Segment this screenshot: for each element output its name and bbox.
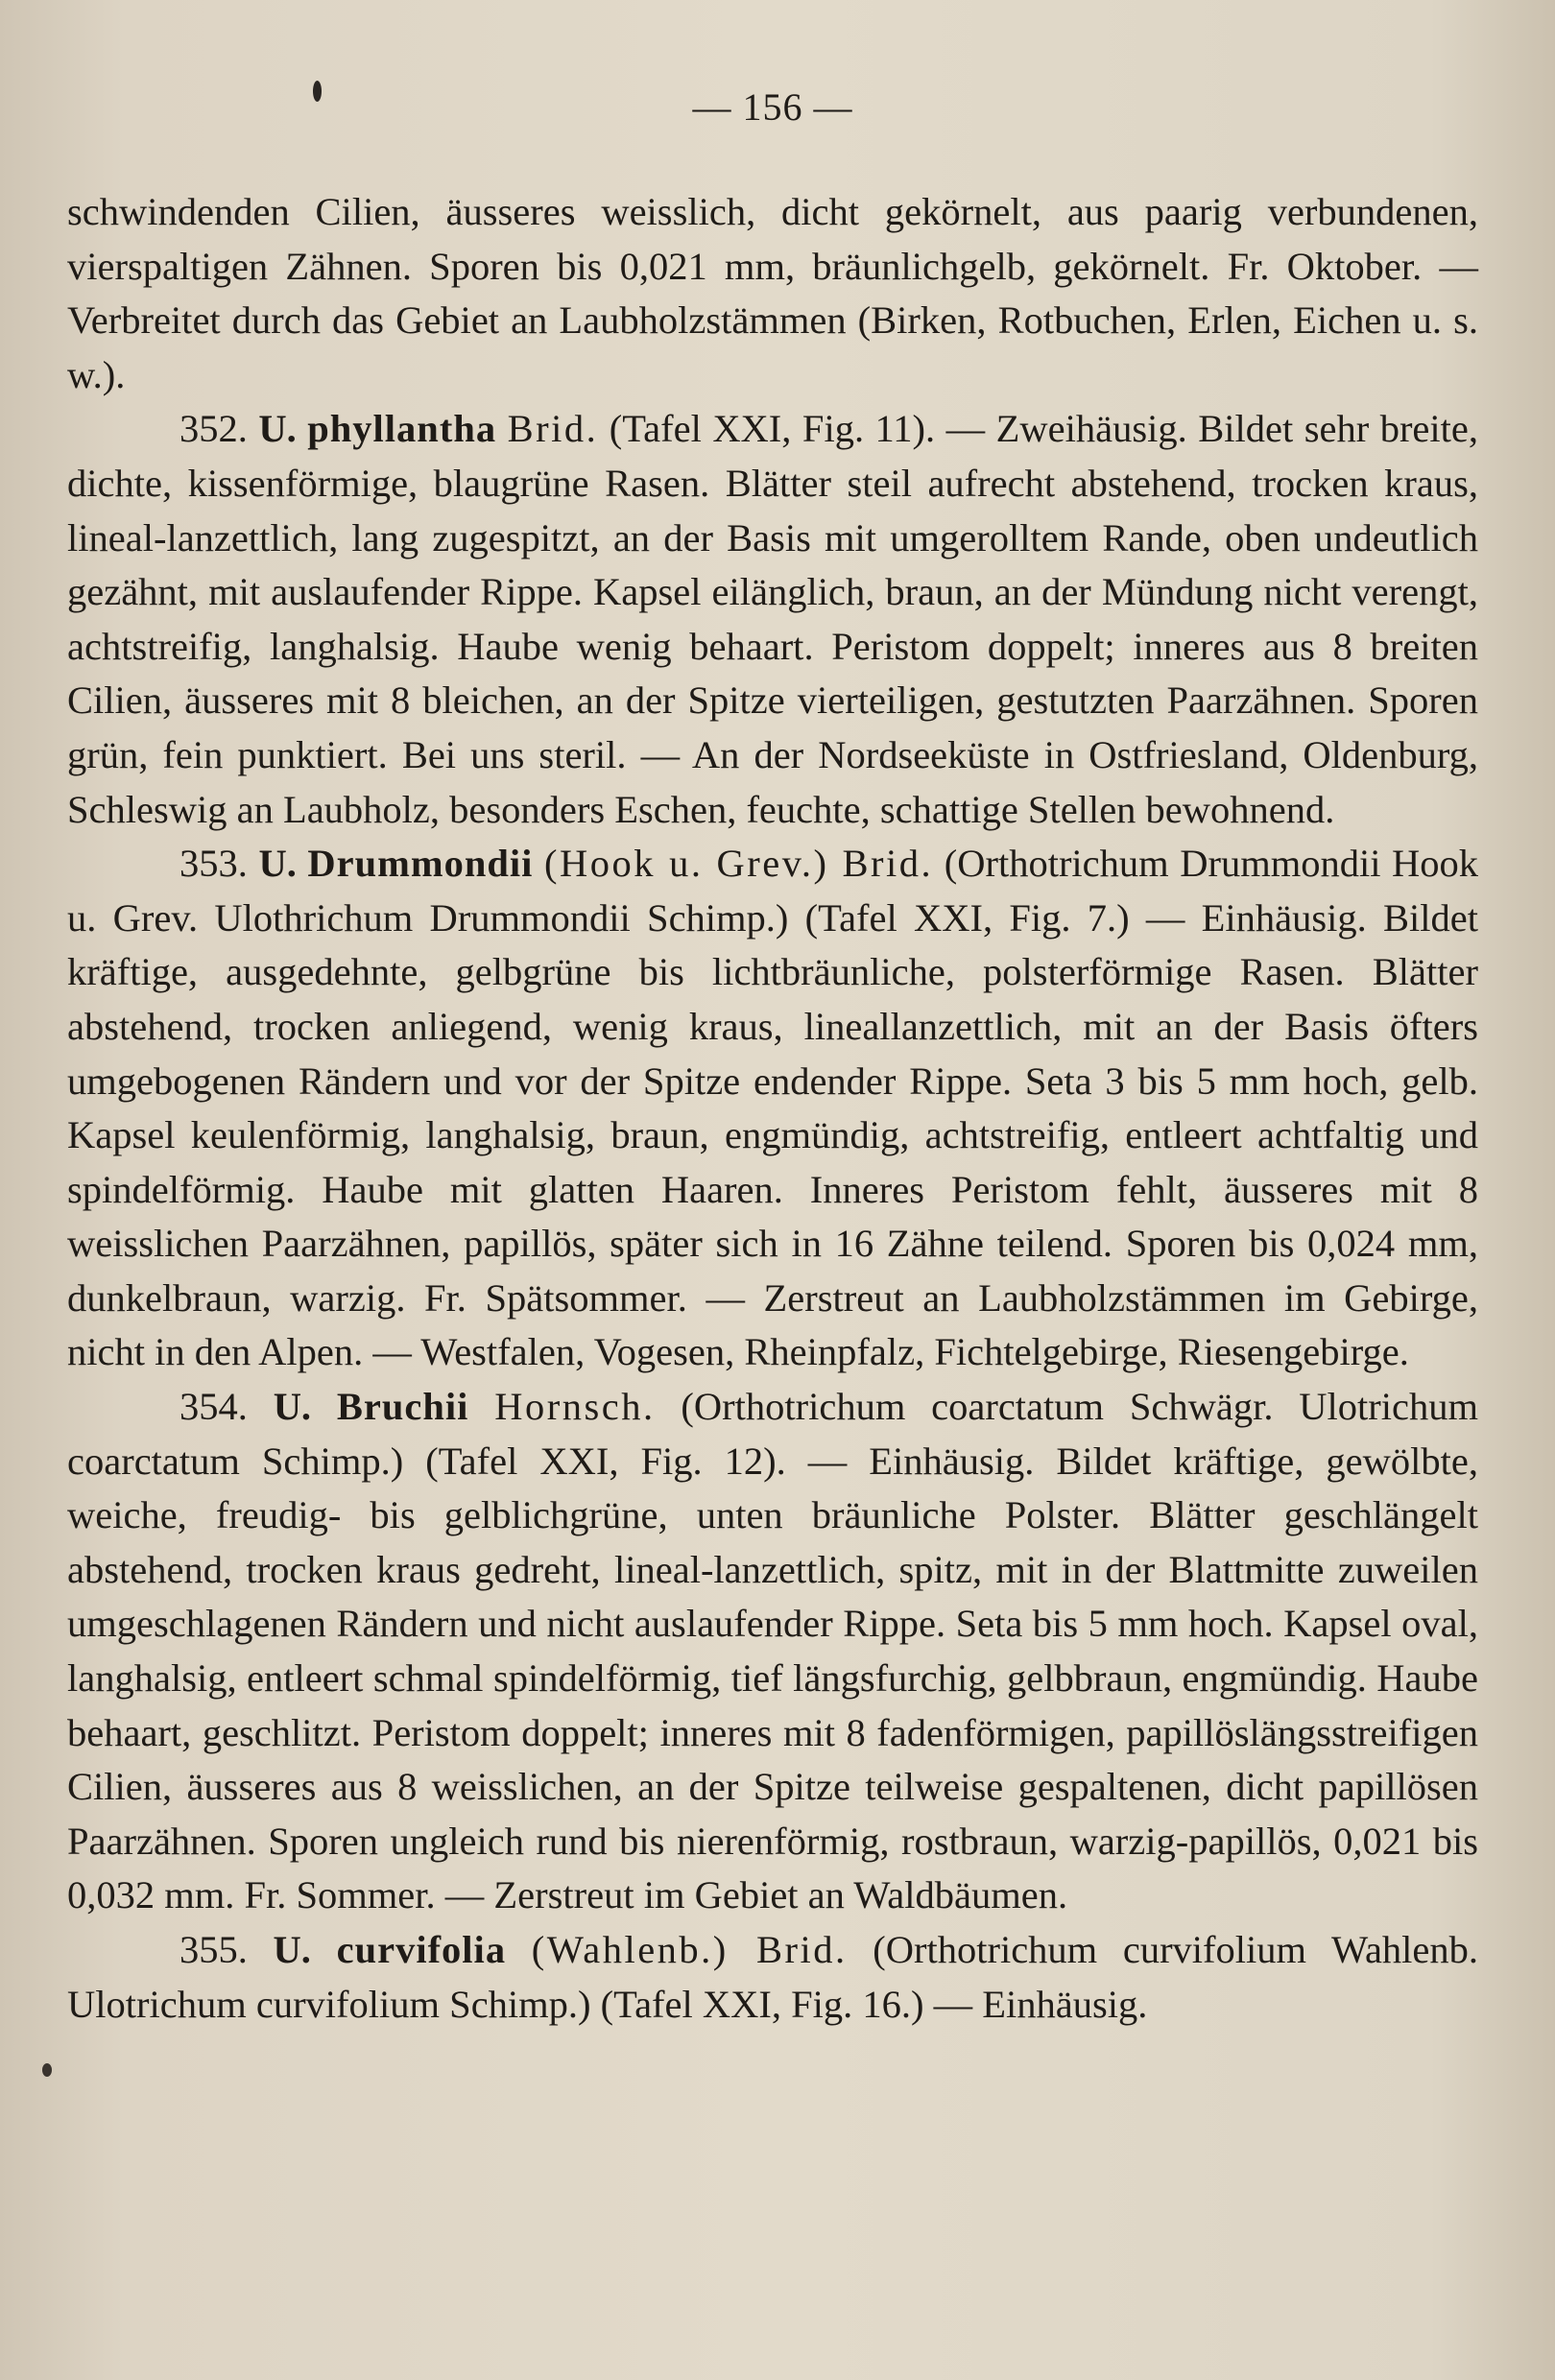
species-entry-352 xyxy=(67,402,1478,837)
species-name: Bruchii xyxy=(336,1385,469,1429)
entry-number: 352. xyxy=(179,407,248,451)
entry-number: 355. xyxy=(179,1928,248,1971)
author-name: (Hook u. Grev.) Brid. xyxy=(544,842,934,886)
species-name: Drummondii xyxy=(307,842,534,886)
author-name: Hornsch. xyxy=(494,1385,656,1429)
entry-number: 353. xyxy=(179,842,248,886)
entry-number: 354. xyxy=(179,1385,248,1429)
genus-abbrev: U. xyxy=(258,407,297,451)
entry-description: (Orthotrichum coarctatum Schwägr. Ulotrichum coarctatum Schimp.) (Tafel XXI, Fig. 12). — Einhäusig. Bildet kräftige, gewölbte, weiche, freudig- bis gelblichgrüne, unten bräunliche Polster. Blätter geschlängelt abstehend, trocken kraus gedreht, lineal-lanzettlich, spitz, mit in der Blattmitte zuweilen umgeschlagenen Rändern und nicht auslaufender Rippe. Seta bis 5 mm hoch. Kapsel oval, langhalsig, entleert schmal spindelförmig, tief längsfurchig, gelbbraun, engmündig. Haube behaart, geschlitzt. Peristom doppelt; inneres mit 8 fadenförmigen, papillöslängsstreifigen Cilien, äusseres aus 8 weisslichen, an der Spitze teilweise gespaltenen, dicht papillösen Paarzähnen. Sporen ungleich rund bis nierenförmig, rostbraun, warzig-papillös, 0,021 bis 0,032 mm. Fr. Sommer. — Zerstreut im Gebiet an Waldbäumen. xyxy=(67,1385,1478,1917)
entry-description: (Orthotrichum curvifolium Wahlenb. Ulotrichum curvifolium Schimp.) (Tafel XXI, Fig. 16.) — Einhäusig. xyxy=(67,1928,1479,2026)
author-name: (Wahlenb.) Brid. xyxy=(531,1928,848,1971)
species-entry-354 xyxy=(67,1380,1478,1923)
genus-abbrev: U. xyxy=(273,1928,311,1971)
paragraph-continued: schwindenden Cilien, äusseres weisslich, dicht gekörnelt, aus paarig verbundenen, vierspaltigen Zähnen. Sporen bis 0,021 mm, bräunlichgelb, gekörnelt. Fr. Oktober. — Verbreitet durch das Gebiet an Laubholzstämmen (Birken, Rotbuchen, Erlen, Eichen u. s. w.). xyxy=(67,190,1478,396)
author-name: Brid. xyxy=(507,407,599,451)
ink-spot xyxy=(313,81,322,102)
page-number: — 156 — xyxy=(692,85,853,129)
species-entry-355 xyxy=(67,1923,1478,2032)
genus-abbrev: U. xyxy=(273,1385,312,1429)
page-body xyxy=(67,185,1478,2032)
entry-description: (Tafel XXI, Fig. 11). — Zweihäusig. Bildet sehr breite, dichte, kissenförmige, blaugrüne Rasen. Blätter steil aufrecht abstehend, trocken kraus, lineal-lanzettlich, lang zugespitzt, an der Basis mit umgerolltem Rande, oben undeutlich gezähnt, mit auslaufender Rippe. Kapsel eilänglich, braun, an der Mündung nicht verengt, achtstreifig, langhalsig. Haube wenig behaart. Peristom doppelt; inneres aus 8 breiten Cilien, äusseres mit 8 bleichen, an der Spitze vierteiligen, gestutzten Paarzähnen. Sporen grün, fein punktiert. Bei uns steril. — An der Nordseeküste in Ostfriesland, Oldenburg, Schleswig an Laubholz, besonders Eschen, feuchte, schattige Stellen bewohnend. xyxy=(67,407,1479,831)
ink-spot xyxy=(42,2063,52,2077)
species-entry-353 xyxy=(67,837,1478,1380)
species-name: phyllantha xyxy=(307,407,497,451)
genus-abbrev: U. xyxy=(258,842,297,886)
entry-description: (Orthotrichum Drummondii Hook u. Grev. Ulothrichum Drummondii Schimp.) (Tafel XXI, Fig. 7.) — Einhäusig. Bildet kräftige, ausgedehnte, gelbgrüne bis lichtbräunliche, polsterförmige Rasen. Blätter abstehend, trocken anliegend, wenig kraus, lineallanzettlich, mit an der Basis öfters umgebogenen Rändern und vor der Spitze endender Rippe. Seta 3 bis 5 mm hoch, gelb. Kapsel keulenförmig, langhalsig, braun, engmündig, achtstreifig, entleert achtfaltig und spindelförmig. Haube mit glatten Haaren. Inneres Peristom fehlt, äusseres mit 8 weisslichen Paarzähnen, papillös, später sich in 16 Zähne teilend. Sporen bis 0,024 mm, dunkelbraun, warzig. Fr. Spätsommer. — Zerstreut an Laubholzstämmen im Gebirge, nicht in den Alpen. — Westfalen, Vogesen, Rheinpfalz, Fichtelgebirge, Riesengebirge. xyxy=(67,842,1479,1374)
species-name: curvifolia xyxy=(336,1928,507,1971)
